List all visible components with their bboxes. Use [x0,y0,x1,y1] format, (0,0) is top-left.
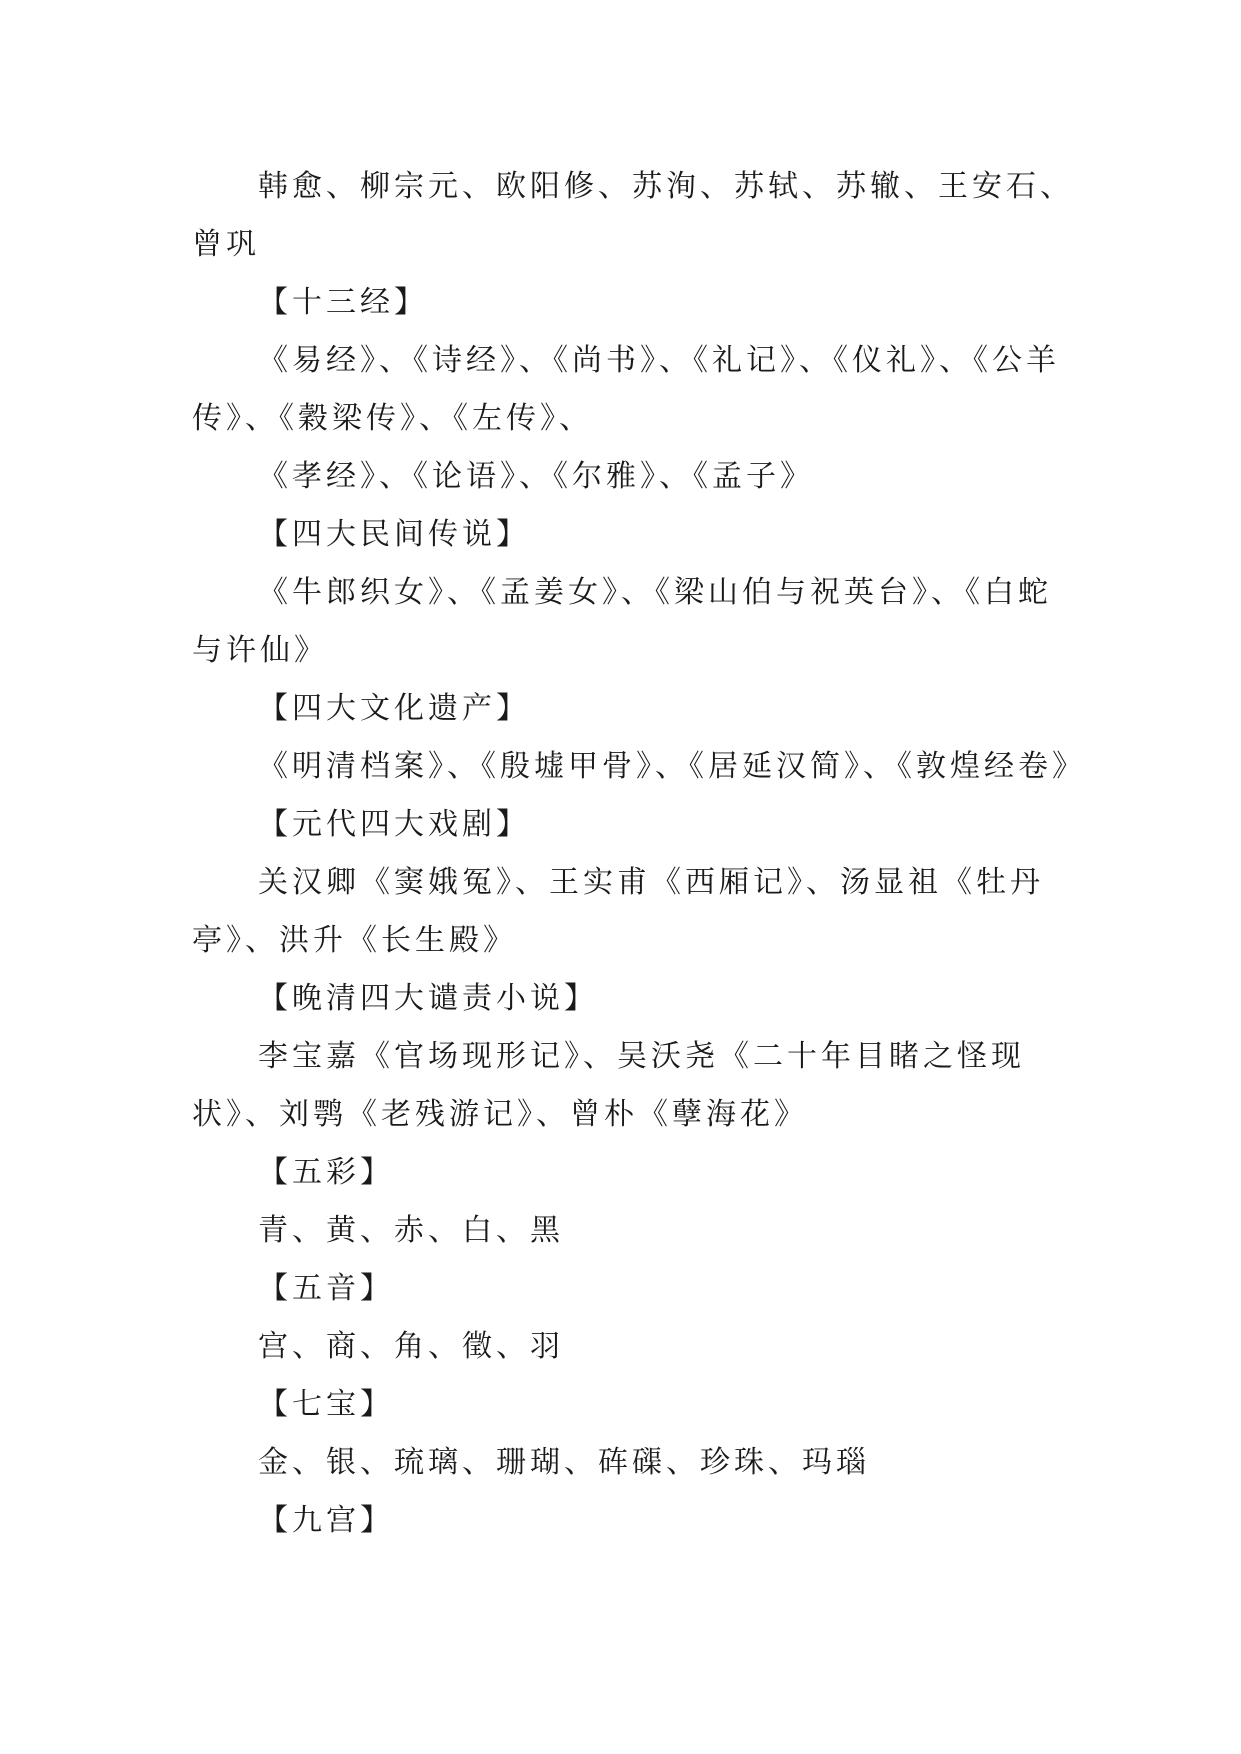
text-line: 《明清档案》、《殷墟甲骨》、《居延汉简》、《敦煌经卷》 [258,749,1086,784]
text-line: 《牛郎织女》、《孟姜女》、《梁山伯与祝英台》、《白蛇 [258,575,1052,610]
section-heading: 【五音】 [258,1271,394,1306]
text-line: 与许仙》 [192,633,328,668]
section-heading: 【晚清四大谴责小说】 [258,981,598,1016]
text-line: 曾巩 [192,227,260,262]
text-line: 《易经》、《诗经》、《尚书》、《礼记》、《仪礼》、《公羊 [258,343,1060,378]
text-line: 《孝经》、《论语》、《尔雅》、《孟子》 [258,459,814,494]
document-body [192,158,1086,1550]
text-line: 亭》、洪升《长生殿》 [192,923,517,958]
text-line: 关汉卿《窦娥冤》、王实甫《西厢记》、汤显祖《牡丹 [258,865,1044,900]
text-line: 状》、刘鹗《老残游记》、曾朴《孽海花》 [192,1097,808,1132]
text-line: 宫、商、角、徵、羽 [258,1329,564,1364]
text-line: 金、银、琉璃、珊瑚、砗磲、珍珠、玛瑙 [258,1445,870,1480]
text-line: 青、黄、赤、白、黑 [258,1213,564,1248]
text-line: 李宝嘉《官场现形记》、吴沃尧《二十年目睹之怪现 [258,1039,1025,1074]
section-heading: 【十三经】 [258,285,428,320]
section-heading: 【四大民间传说】 [258,517,530,552]
text-line: 传》、《穀梁传》、《左传》、 [192,401,593,436]
text-line: 韩愈、柳宗元、欧阳修、苏洵、苏轼、苏辙、王安石、 [258,169,1074,204]
section-heading: 【元代四大戏剧】 [258,807,530,842]
section-heading: 【九宫】 [258,1503,394,1538]
section-heading: 【五彩】 [258,1155,394,1190]
section-heading: 【四大文化遗产】 [258,691,530,726]
section-heading: 【七宝】 [258,1387,394,1422]
